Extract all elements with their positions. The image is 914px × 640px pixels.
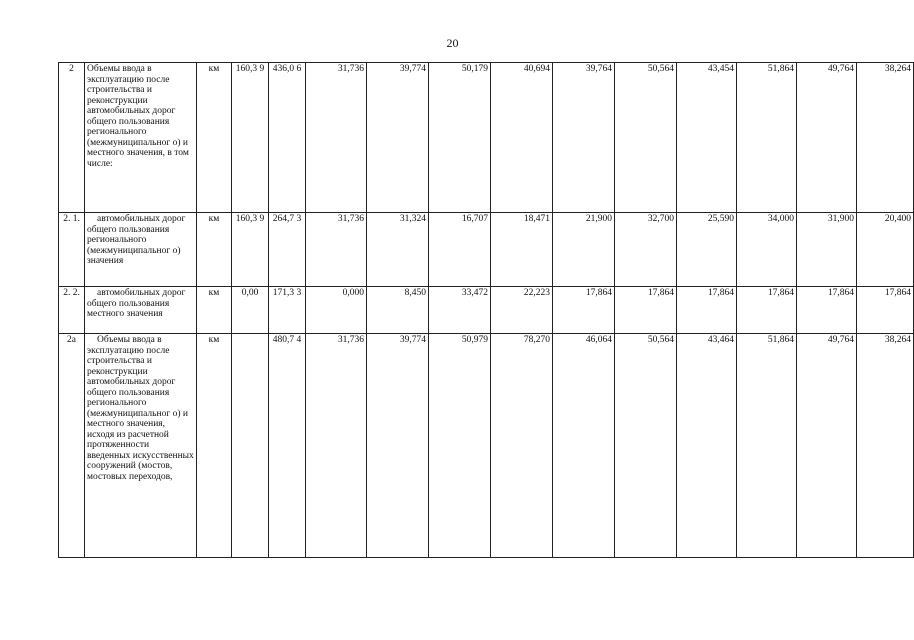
value-cell: 17,864	[857, 287, 914, 334]
value-cell: 39,774	[367, 63, 429, 213]
value-cell: 49,764	[797, 63, 857, 213]
value-cell	[232, 334, 269, 558]
value-cell: 20,400	[857, 213, 914, 287]
value-cell: 0,000	[306, 287, 367, 334]
table-row	[59, 63, 914, 213]
value-cell: 31,736	[306, 334, 367, 558]
value-cell: 0,00	[232, 287, 269, 334]
value-cell: 50,564	[615, 334, 677, 558]
row-unit: км	[197, 287, 232, 334]
value-cell: 17,864	[677, 287, 737, 334]
value-cell: 21,900	[553, 213, 615, 287]
value-cell: 46,064	[553, 334, 615, 558]
row-description-text: Объемы ввода в эксплуатацию после строительства и реконструкции автомобильных дорог общего пользования регионального (межмуниципальног о) и местного значения, исходя из расчетной протяженности введенных искусственных сооружений (мостов, мостовых переходов,	[87, 335, 194, 482]
value-cell: 39,774	[367, 334, 429, 558]
row-unit: км	[197, 63, 232, 213]
value-cell: 31,736	[306, 63, 367, 213]
row-description-text: автомобильных дорог общего пользования регионального (межмуниципальног о) значения	[87, 214, 186, 266]
value-cell: 264,7 3	[269, 213, 306, 287]
value-cell: 22,223	[491, 287, 553, 334]
value-cell: 17,864	[737, 287, 797, 334]
row-description	[85, 334, 197, 558]
value-cell: 8,450	[367, 287, 429, 334]
value-cell: 43,454	[677, 63, 737, 213]
value-cell: 160,3 9	[232, 213, 269, 287]
row-number: 2. 1.	[59, 213, 85, 287]
row-unit: км	[197, 213, 232, 287]
row-number: 2. 2.	[59, 287, 85, 334]
value-cell: 436,0 6	[269, 63, 306, 213]
value-cell: 50,979	[429, 334, 491, 558]
row-description	[85, 287, 197, 334]
value-cell: 78,270	[491, 334, 553, 558]
value-cell: 25,590	[677, 213, 737, 287]
value-cell: 40,694	[491, 63, 553, 213]
row-description: Объемы ввода в эксплуатацию после строительства и реконструкции автомобильных дорог общего пользования регионального (межмуниципальног о) и местного значения, в том числе:	[85, 63, 197, 213]
row-description-text: автомобильных дорог общего пользования местного значения	[87, 288, 186, 319]
value-cell: 33,472	[429, 287, 491, 334]
value-cell: 31,324	[367, 213, 429, 287]
value-cell: 50,564	[615, 63, 677, 213]
value-cell: 38,264	[857, 63, 914, 213]
value-cell: 17,864	[553, 287, 615, 334]
value-cell: 160,3 9	[232, 63, 269, 213]
value-cell: 34,000	[737, 213, 797, 287]
value-cell: 32,700	[615, 213, 677, 287]
data-table	[58, 62, 914, 558]
value-cell: 51,864	[737, 334, 797, 558]
value-cell: 16,707	[429, 213, 491, 287]
value-cell: 39,764	[553, 63, 615, 213]
value-cell: 50,179	[429, 63, 491, 213]
value-cell: 51,864	[737, 63, 797, 213]
row-description	[85, 213, 197, 287]
value-cell: 18,471	[491, 213, 553, 287]
row-number: 2	[59, 63, 85, 213]
table-row	[59, 334, 914, 558]
value-cell: 17,864	[615, 287, 677, 334]
value-cell: 43,464	[677, 334, 737, 558]
row-number: 2а	[59, 334, 85, 558]
table-row	[59, 287, 914, 334]
page-number: 20	[446, 36, 459, 50]
table-row	[59, 213, 914, 287]
value-cell: 31,736	[306, 213, 367, 287]
value-cell: 17,864	[797, 287, 857, 334]
value-cell: 49,764	[797, 334, 857, 558]
value-cell: 38,264	[857, 334, 914, 558]
row-unit: км	[197, 334, 232, 558]
value-cell: 171,3 3	[269, 287, 306, 334]
value-cell: 31,900	[797, 213, 857, 287]
value-cell: 480,7 4	[269, 334, 306, 558]
